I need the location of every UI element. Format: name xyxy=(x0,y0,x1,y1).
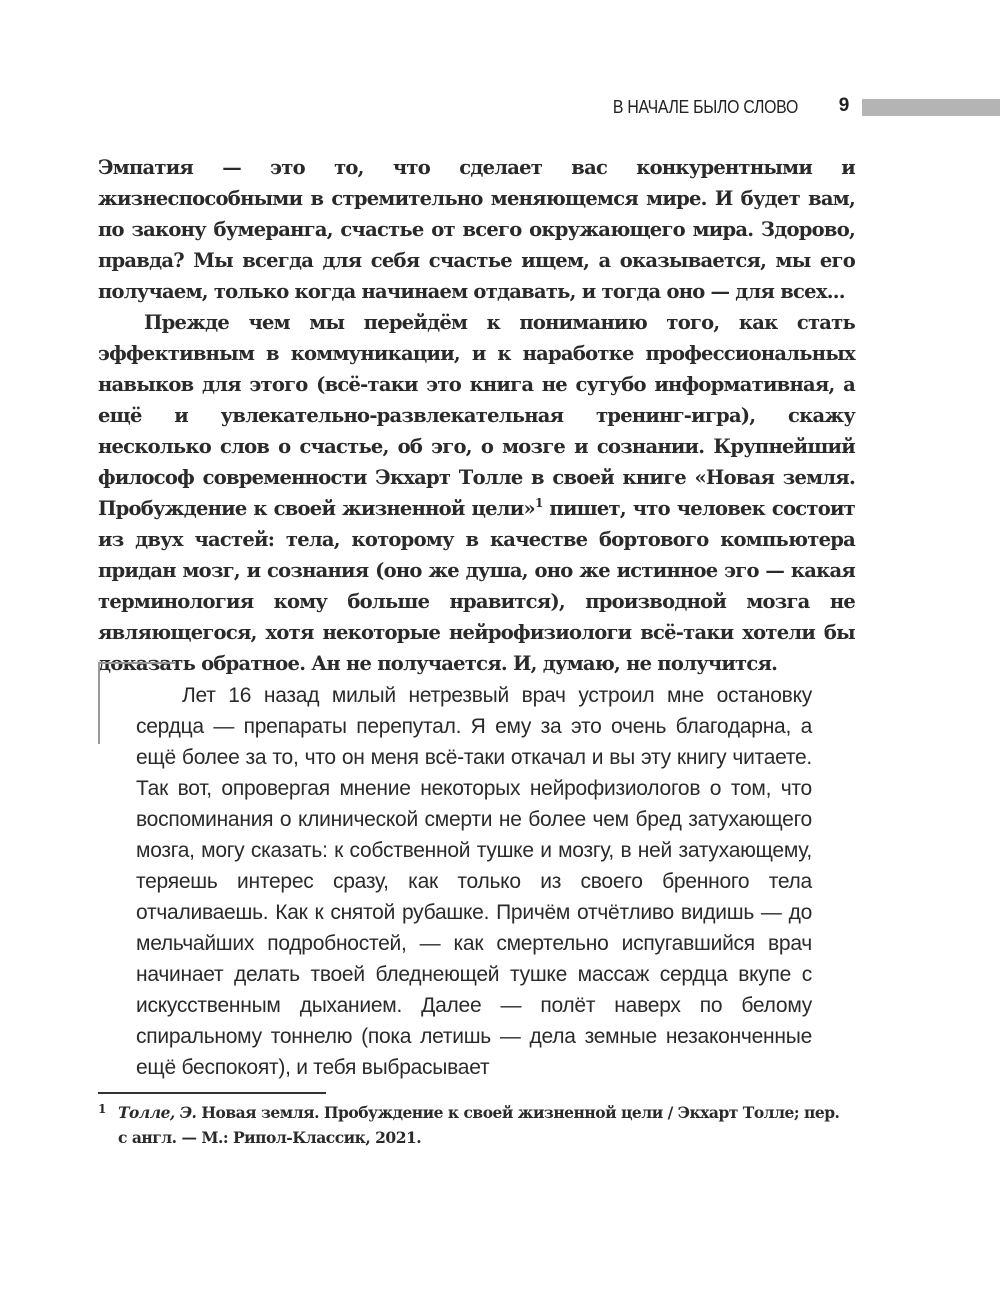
footnote xyxy=(98,1100,855,1150)
footnote-line-1: 1 Толле, Э. Новая земля. Пробуждение к своей жизненной цели / Экхарт Толле; пер. xyxy=(98,1102,840,1122)
footnote-line-2: с англ. — М.: Рипол-Классик, 2021. xyxy=(118,1128,422,1147)
paragraph-2-text-after-ref: пишет, что человек состоит из двух частей: тела, которому в качестве бортового компьютера придан мозг, и сознания (оно же душа, оно же истинное эго — какая терминология кому больше нравится), производной мозга не являющегося, хотя некоторые нейрофизиологи всё-таки хотели бы доказать обратное. Ан не получается. И, думаю, не получится. xyxy=(98,497,855,675)
page-number: 9 xyxy=(838,95,850,116)
quote-block xyxy=(136,680,812,1083)
footnote-reference: 1 xyxy=(534,496,543,510)
running-head-title: В НАЧАЛЕ БЫЛО СЛОВО xyxy=(612,97,798,117)
paragraph-1: Эмпатия — это то, что сделает вас конкурентными и жизнеспособными в стремительно меняющемся мире. И будет вам, по закону бумеранга, счастье от всего окружающего мира. Здорово, правда? Мы всегда для себя счастье ищем, а оказывается, мы его получаем, только когда начинаем отдавать, и тогда оно — для всех... xyxy=(98,156,855,303)
footnote-author: Толле, Э. xyxy=(118,1103,197,1122)
footnote-rule xyxy=(98,1092,326,1094)
header-bar xyxy=(862,99,1000,116)
quote-paragraph: Лет 16 назад милый нетрезвый врач устроил мне остановку сердца — препараты перепутал. Я ему за это очень благодарна, а ещё более за то, что он меня всё-таки откачал и вы эту книгу читаете. Так вот, опровергая мнение некоторых нейрофизиологов о том, что воспоминания о клинической смерти не более чем бред затухающего мозга, могу сказать: к собственной тушке и мозгу, в ней затухающему, теряешь интерес сразу, как только из своего бренного тела отчаливаешь. Как к снятой рубашке. Причём отчётливо видишь — до мельчайших подробностей, — как смертельно испугавшийся врач начинает делать твоей бледнеющей тушке массаж сердца вкупе с искусственным дыханием. Далее — полёт наверх по белому спиральному тоннелю (пока летишь — дела земные незаконченные ещё беспокоят), и тебя выбрасывает xyxy=(136,684,812,1079)
main-text xyxy=(98,152,855,679)
paragraph-2 xyxy=(98,307,855,679)
paragraph-2-text-before-ref: Прежде чем мы перейдём к пониманию того, как стать эффективным в коммуникации, и к наработке профессиональных навыков для этого (всё-таки это книга не сугубо информативная, а ещё и увлекательно-развлекательная тренинг-игра), скажу несколько слов о счастье, об эго, о мозге и сознании. Крупнейший философ современности Экхарт Толле в своей книге «Новая земля. Пробуждение к своей жизненной цели» xyxy=(98,311,855,520)
footnote-title: Новая земля. Пробуждение к своей жизненной цели / Экхарт Толле; пер. xyxy=(196,1103,840,1122)
